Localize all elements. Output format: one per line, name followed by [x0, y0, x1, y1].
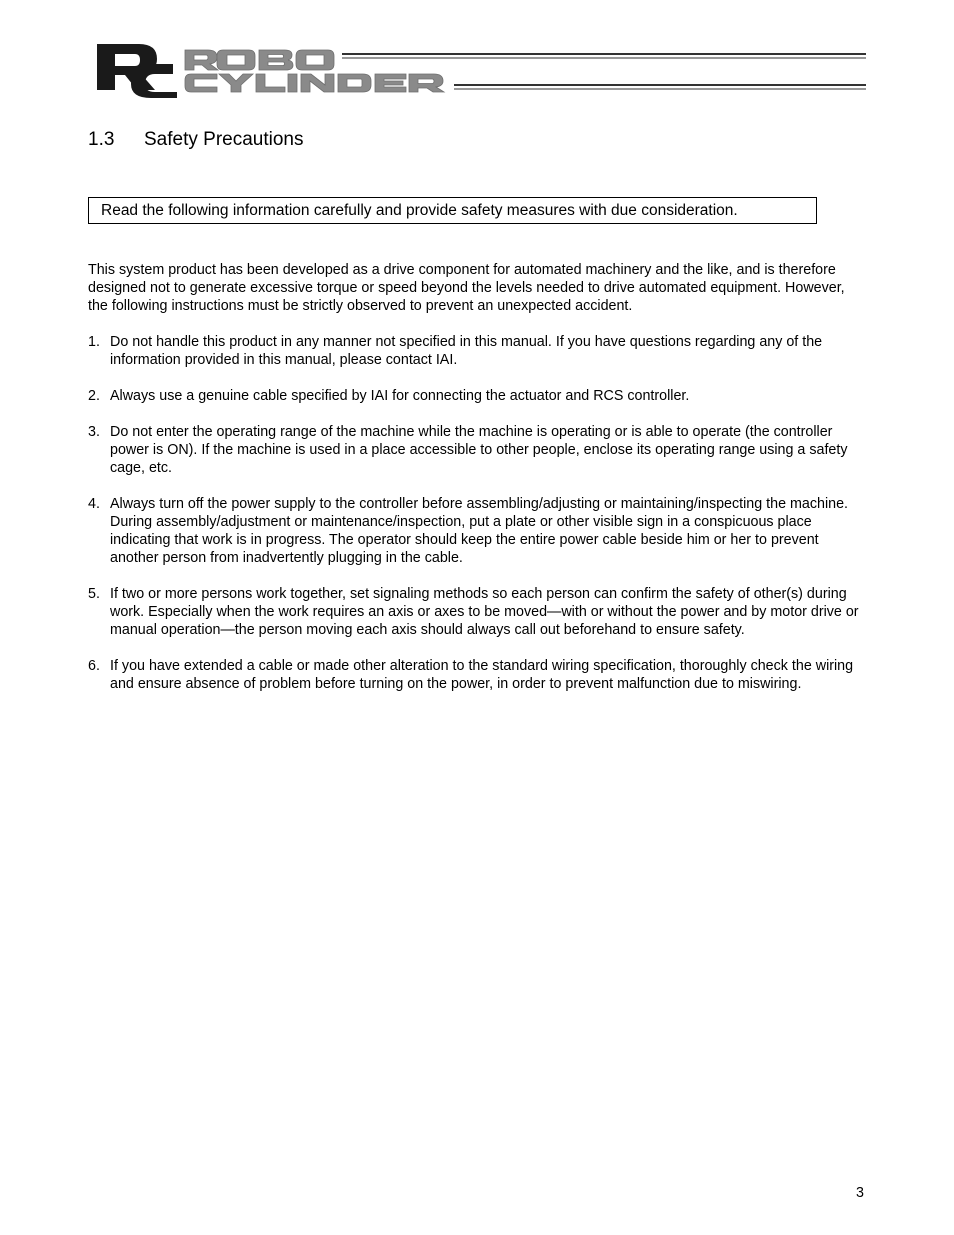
- precaution-item: [88, 657, 868, 693]
- precaution-number: 5.: [88, 586, 100, 602]
- precaution-item: [88, 495, 868, 567]
- precaution-text: Always use a genuine cable specified by IAI for connecting the actuator and RCS controller.: [110, 388, 690, 404]
- precaution-number: 6.: [88, 658, 100, 674]
- precaution-text: Do not handle this product in any manner not specified in this manual. If you have questions regarding any of the information provided in this manual, please contact IAI.: [110, 334, 823, 368]
- precaution-text: Always turn off the power supply to the controller before assembling/adjusting or maintaining/inspecting the machine. During assembly/adjustment or maintenance/inspection, put a plate or other visible sign in a conspicuous place indicating that work is in progress. The operator should keep the entire power cable beside him or her to prevent another person from inadvertently plugging in the cable.: [110, 496, 849, 566]
- precaution-item: [88, 423, 868, 477]
- section-heading: [88, 128, 303, 152]
- rc-monogram-icon: [97, 44, 177, 98]
- precaution-number: 1.: [88, 334, 100, 350]
- precaution-number: 3.: [88, 424, 100, 440]
- robo-cylinder-logo: [95, 42, 870, 100]
- robo-wordmark: [185, 50, 334, 70]
- safety-notice-box: Read the following information carefully and provide safety measures with due consideration.: [88, 197, 817, 224]
- precaution-text: If two or more persons work together, set signaling methods so each person can confirm the safety of other(s) during work. Especially when the work requires an axis or axes to be moved—with or without the power and by motor drive or manual operation—the person moving each axis should always call out beforehand to ensure safety.: [110, 586, 859, 638]
- page-number: 3: [856, 1185, 864, 1201]
- precaution-item: [88, 585, 868, 639]
- precaution-text: Do not enter the operating range of the machine while the machine is operating or is able to operate (the controller power is ON). If the machine is used in a place accessible to other people, enclose its operating range using a safety cage, etc.: [110, 424, 848, 476]
- section-title: Safety Precautions: [144, 129, 304, 150]
- section-number: 1.3: [88, 129, 115, 150]
- precaution-number: 4.: [88, 496, 100, 512]
- intro-paragraph: This system product has been developed as a drive component for automated machinery and the like, and is therefore designed not to generate excessive torque or speed beyond the levels needed to drive automated equipment. However, the following instructions must be strictly observed to prevent an unexpected accident.: [88, 262, 845, 314]
- precautions-list: [88, 333, 868, 711]
- precaution-item: [88, 387, 868, 405]
- precaution-item: [88, 333, 868, 369]
- cylinder-wordmark: [185, 74, 444, 92]
- precaution-text: If you have extended a cable or made other alteration to the standard wiring specification, thoroughly check the wiring and ensure absence of problem before turning on the power, in order to prevent malfunction due to miswiring.: [110, 658, 854, 692]
- precaution-number: 2.: [88, 388, 100, 404]
